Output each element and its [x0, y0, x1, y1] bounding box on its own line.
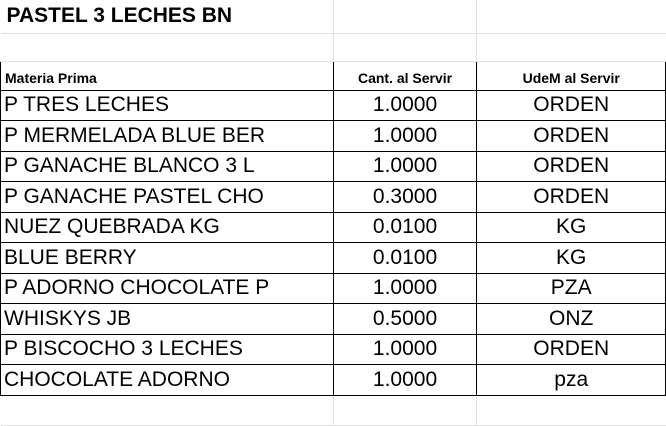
ingredient-unit[interactable]: ONZ	[477, 304, 666, 335]
table-row	[1, 334, 666, 365]
ingredient-unit[interactable]: ORDEN	[477, 182, 666, 213]
ingredient-qty[interactable]: 1.0000	[333, 273, 477, 304]
ingredient-name[interactable]: P GANACHE BLANCO 3 L	[1, 151, 334, 182]
ingredient-unit[interactable]: KG	[477, 212, 666, 243]
table-row	[1, 273, 666, 304]
ingredient-name[interactable]: CHOCOLATE ADORNO	[1, 365, 334, 396]
ingredient-unit[interactable]: KG	[477, 243, 666, 274]
header-materia-prima[interactable]: Materia Prima	[1, 61, 334, 90]
empty-cell[interactable]	[333, 395, 477, 425]
ingredient-name[interactable]: NUEZ QUEBRADA KG	[1, 212, 334, 243]
table-row	[1, 151, 666, 182]
recipe-title[interactable]: PASTEL 3 LECHES BN	[1, 0, 334, 33]
ingredient-unit[interactable]: pza	[477, 365, 666, 396]
ingredient-name[interactable]: P ADORNO CHOCOLATE P	[1, 273, 334, 304]
ingredient-name[interactable]: P MERMELADA BLUE BER	[1, 121, 334, 152]
ingredient-qty[interactable]: 0.0100	[333, 212, 477, 243]
empty-cell[interactable]	[333, 0, 477, 33]
blank-row	[1, 395, 666, 425]
ingredient-qty[interactable]: 1.0000	[333, 121, 477, 152]
empty-cell[interactable]	[477, 0, 666, 33]
ingredient-name[interactable]: P GANACHE PASTEL CHO	[1, 182, 334, 213]
table-row	[1, 182, 666, 213]
ingredient-qty[interactable]: 0.3000	[333, 182, 477, 213]
ingredient-unit[interactable]: PZA	[477, 273, 666, 304]
table-row	[1, 90, 666, 121]
table-row	[1, 304, 666, 335]
table-row	[1, 365, 666, 396]
header-row	[1, 61, 666, 90]
ingredient-name[interactable]: BLUE BERRY	[1, 243, 334, 274]
ingredient-name[interactable]: WHISKYS JB	[1, 304, 334, 335]
table-row	[1, 121, 666, 152]
table-row	[1, 212, 666, 243]
title-row	[1, 0, 666, 33]
ingredient-qty[interactable]: 1.0000	[333, 334, 477, 365]
blank-row	[1, 33, 666, 61]
ingredient-name[interactable]: P BISCOCHO 3 LECHES	[1, 334, 334, 365]
header-cant-al-servir[interactable]: Cant. al Servir	[333, 61, 477, 90]
empty-cell[interactable]	[333, 33, 477, 61]
ingredient-qty[interactable]: 1.0000	[333, 151, 477, 182]
empty-cell[interactable]	[1, 33, 334, 61]
ingredient-qty[interactable]: 0.0100	[333, 243, 477, 274]
ingredient-name[interactable]: P TRES LECHES	[1, 90, 334, 121]
ingredient-qty[interactable]: 0.5000	[333, 304, 477, 335]
ingredient-qty[interactable]: 1.0000	[333, 90, 477, 121]
ingredient-unit[interactable]: ORDEN	[477, 121, 666, 152]
header-udem-al-servir[interactable]: UdeM al Servir	[477, 61, 666, 90]
ingredient-unit[interactable]: ORDEN	[477, 334, 666, 365]
ingredient-qty[interactable]: 1.0000	[333, 365, 477, 396]
ingredient-unit[interactable]: ORDEN	[477, 90, 666, 121]
ingredient-unit[interactable]: ORDEN	[477, 151, 666, 182]
table-row	[1, 243, 666, 274]
empty-cell[interactable]	[477, 395, 666, 425]
empty-cell[interactable]	[1, 395, 334, 425]
empty-cell[interactable]	[477, 33, 666, 61]
